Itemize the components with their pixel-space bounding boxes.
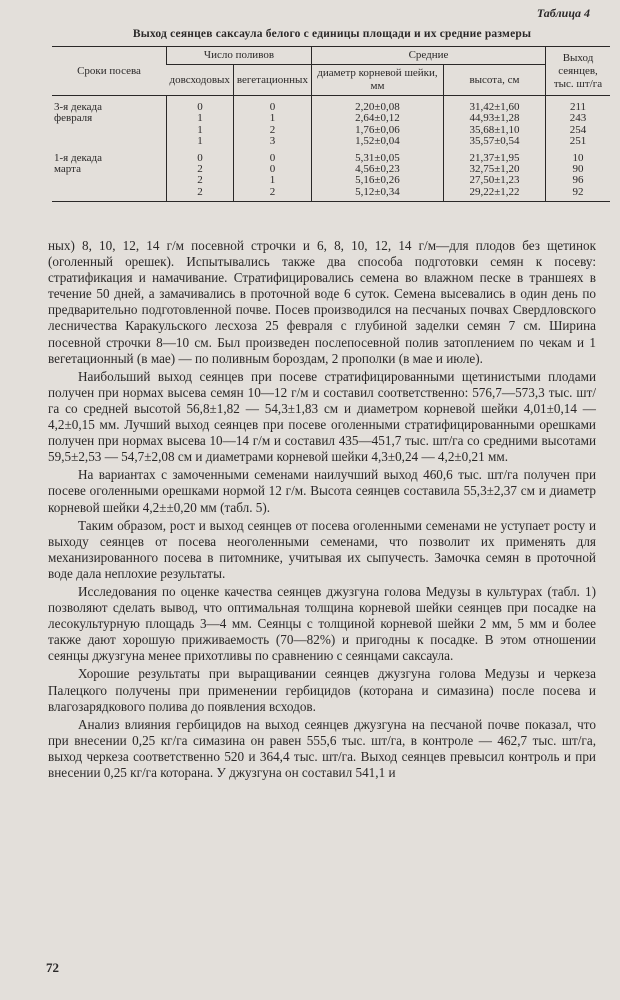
table-row <box>52 164 610 175</box>
header-watering-count: Число поливов <box>167 47 312 65</box>
header-sowing: Сроки посева <box>52 47 167 96</box>
header-vegetation: вегетационных <box>233 65 311 96</box>
table-row <box>52 113 610 124</box>
cell-veg: 0 <box>233 164 311 175</box>
cell-diameter: 5,16±0,26 <box>311 175 443 186</box>
cell-diameter: 2,64±0,12 <box>311 113 443 124</box>
header-diameter: диаметр корневой шейки, мм <box>311 65 443 96</box>
cell-veg: 2 <box>233 187 311 202</box>
cell-diameter: 1,52±0,04 <box>311 136 443 147</box>
cell-diameter: 5,31±0,05 <box>311 148 443 164</box>
cell-period: 3-я декада <box>54 101 102 113</box>
cell-output: 211 <box>546 96 611 114</box>
cell-height: 29,22±1,22 <box>443 187 545 202</box>
cell-diameter: 1,76±0,06 <box>311 125 443 136</box>
cell-period <box>52 136 167 147</box>
table-row <box>52 125 610 136</box>
cell-height: 35,68±1,10 <box>443 125 545 136</box>
cell-height: 44,93±1,28 <box>443 113 545 124</box>
cell-pre: 1 <box>167 113 234 124</box>
cell-pre: 1 <box>167 125 234 136</box>
cell-pre: 2 <box>167 175 234 186</box>
cell-output: 251 <box>546 136 611 147</box>
cell-output: 243 <box>546 113 611 124</box>
header-height: высота, см <box>443 65 545 96</box>
cell-pre: 2 <box>167 164 234 175</box>
paragraph: На вариантах с замоченными семенами наилучший выход 460,6 тыс. шт/га получен при посеве оголенными орешками нормой 12 г/м. Высота сеянцев составила 55,3±2,37 см и диаметр корневой шейки 4,2±±0,20 мм (табл. 5). <box>48 467 596 515</box>
table-caption: Выход сеянцев саксаула белого с единицы площади и их средние размеры <box>132 28 532 40</box>
data-table <box>52 46 610 202</box>
cell-diameter: 4,56±0,23 <box>311 164 443 175</box>
cell-height: 27,50±1,23 <box>443 175 545 186</box>
header-pre-emergence: довсходовых <box>167 65 234 96</box>
cell-height: 31,42±1,60 <box>443 96 545 114</box>
cell-veg: 2 <box>233 125 311 136</box>
cell-veg: 1 <box>233 175 311 186</box>
cell-diameter: 5,12±0,34 <box>311 187 443 202</box>
cell-output: 10 <box>546 148 611 164</box>
cell-pre: 2 <box>167 187 234 202</box>
cell-output: 92 <box>546 187 611 202</box>
paragraph: Наибольший выход сеянцев при посеве стратифицированными щетинистыми плодами получен при нормах высева семян 10—12 г/м и составил соответственно: 576,7—573,3 тыс. шт/га со средней высотой 56,8±1,82 — 54,3±1,83 см и диаметром корневой шейки 4,01±0,14 — 4,2±0,15 мм. Лучший выход сеянцев при посеве оголенными стратифицированными орешками получен при нормах высева 10—14 г/м и составил 435—451,7 тыс. шт/га со средними высотами 59,5±2,53 — 54,7±2,08 см и диаметрами корневой шейки 4,3±0,24 — 4,2±0,21 мм. <box>48 368 596 465</box>
table-row <box>52 148 610 164</box>
table-row <box>52 175 610 186</box>
cell-period: 1-я декада <box>54 151 102 164</box>
paragraph: Хорошие результаты при выращивании сеянцев джузгуна голова Медузы и черкеза Палецкого получены при применении гербицидов (которана и симазина) после посева и влагозарядкового полива до появления всходов. <box>48 666 596 714</box>
table-label: Таблица 4 <box>536 6 590 20</box>
paragraph: Исследования по оценке качества сеянцев джузгуна голова Медузы в культурах (табл. 1) позволяют сделать вывод, что оптимальная толщина корневой шейки сеянцев при посадке на лесокультурную площадь 3—4 мм. Сеянцы с толщиной корневой шейки 2 мм, 5 мм и более также дают хорошую приживаемость (70—82%) и пригодны к посадке. В этом отношении сеянцы джузгуна менее прихотливы по сравнению с сеянцами саксаула. <box>48 583 596 664</box>
cell-output: 254 <box>546 125 611 136</box>
table-row <box>52 187 610 202</box>
cell-output: 90 <box>546 164 611 175</box>
cell-period <box>52 175 167 186</box>
cell-height: 32,75±1,20 <box>443 164 545 175</box>
cell-period <box>52 125 167 136</box>
cell-diameter: 2,20±0,08 <box>311 96 443 114</box>
cell-period <box>52 187 167 202</box>
cell-veg: 0 <box>233 148 311 164</box>
cell-output: 96 <box>546 175 611 186</box>
cell-veg: 1 <box>233 113 311 124</box>
paragraph: Анализ влияния гербицидов на выход сеянцев джузгуна на песчаной почве показал, что при внесении 0,25 кг/га симазина он равен 555,6 тыс. шт/га, в контроле — 462,7 тыс. шт/га, выход черкеза соответственно 520 и 364,4 тыс. шт/га. Выход сеянцев превысил контроль и при внесении 0,25 кг/га которана. У джузгуна он составил 541,1 и <box>48 716 596 780</box>
cell-height: 35,57±0,54 <box>443 136 545 147</box>
paragraph: Таким образом, рост и выход сеянцев от посева оголенными семенами не уступает росту и выходу сеянцев от посева неоголенными семенами, что позволит их применять для механизированного посева в питомнике, учитывая их сыпучесть. Замочка семян в проточной воде дала неплохие результаты. <box>48 517 596 581</box>
cell-veg: 0 <box>233 96 311 114</box>
header-averages: Средние <box>311 47 545 65</box>
table-row <box>52 136 610 147</box>
cell-height: 21,37±1,95 <box>443 148 545 164</box>
cell-pre: 0 <box>167 148 234 164</box>
paragraph: ных) 8, 10, 12, 14 г/м посевной строчки и 6, 8, 10, 12, 14 г/м—для плодов без щетинок (оголенный орешек). Испытывались также два способа подготовки семян к посеву: стратификация и намачивание. Стратифицировались семена во влажном песке в траншеях в течение 50 дней, а замачивались в проточной воде 6 суток. Семена высевались в один день по предварительно подготовленной почве. Посев производился на песчаных почвах Свердловского лесничества Каракульского лесхоза 25 февраля с глубиной заделки семян 7 см. Ширина посевной строчки 8—10 см. Был произведен послепосевной полив затоплением по чекам и 1 вегетационный (в мае) — по поливным бороздам, 2 прополки (в мае и июле). <box>48 238 596 366</box>
body-text <box>48 238 596 781</box>
cell-pre: 1 <box>167 136 234 147</box>
cell-pre: 0 <box>167 96 234 114</box>
table-row <box>52 96 610 114</box>
page-number: 72 <box>46 960 59 975</box>
cell-veg: 3 <box>233 136 311 147</box>
header-output: Выход сеянцев, тыс. шт/га <box>546 47 611 96</box>
cell-period: марта <box>54 163 81 176</box>
cell-period: февраля <box>54 112 93 125</box>
